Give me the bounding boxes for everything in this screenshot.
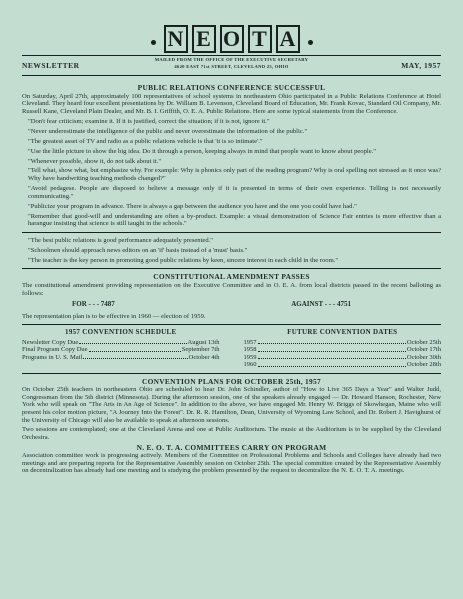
pr-quote: "Publicize your program in advance. There is always a gap between the audience you have and the one you could have had."	[28, 202, 357, 210]
bullet-dot-icon	[308, 40, 313, 45]
vote-tally	[72, 301, 441, 309]
schedule-columns	[22, 329, 441, 368]
future-row	[244, 354, 442, 361]
pr-intro: On Saturday, April 27th, approximately 100 representatives of school systems in northeastern Ohio participated in a Public Relations Conference at Hotel Cleveland. They heard four excellent presentations by Dr. William B. Levenson, Cleveland Board of Education, Mr. Frank Kovac, Standard Oil Company, Mr. Russell Kane, Cleveland Plain Dealer, and Mr. B. I. Griffith, O. E. A. Public Relations. Here are some typical statements from the Conference.	[22, 92, 441, 115]
schedule-row-label: Newsletter Copy Due	[22, 338, 79, 346]
mailing-line-2: 4620 EAST 71st STREET, CLEVELAND 25, OHIO	[174, 63, 289, 69]
schedule-row-value: September 7th	[181, 346, 220, 354]
masthead-title	[162, 22, 302, 52]
newsletter-body	[22, 84, 441, 477]
dotted-leader	[83, 354, 187, 359]
schedule-row-label: Final Program Copy Due	[22, 346, 88, 354]
vote-for-value: 7487	[100, 300, 115, 309]
future-row-value: October 17th	[406, 346, 441, 354]
vote-against: AGAINST - - - 4751	[291, 300, 351, 309]
future-row-label: 1957	[243, 338, 257, 346]
pr-quote: "Remember that good-will and understanding are often a by-product. Example: a visual demonstration of Science Fair entries is more effective than a harangue insisting that science is still taught in the schools."	[28, 212, 441, 228]
mailing-line-1: MAILED FROM THE OFFICE OF THE EXECUTIVE SECRETARY	[154, 57, 309, 62]
dotted-leader	[258, 346, 406, 351]
future-row-value: October 25th	[406, 338, 441, 346]
masthead-letter: T	[248, 25, 272, 53]
masthead-letter: E	[192, 25, 216, 53]
section-divider	[22, 232, 441, 233]
section-divider	[22, 373, 441, 374]
mailing-address	[0, 57, 463, 70]
pr-quote: "Don't fear criticism; examine it. If it is justified, correct the situation; if it is not, ignore it."	[28, 117, 270, 125]
pr-quote: "Use the little picture to show the big idea. Do it through a person, keeping always in mind that people want to know about people."	[28, 147, 377, 155]
bullet-dot-icon	[151, 40, 156, 45]
pr-quote: "Tell what, show what, but emphasize why. For example: Why is phonics only part of the reading program? Why is oral spelling not stressed as it once was? Why have handwriting teaching methods changed?"	[28, 167, 441, 183]
masthead-letter: O	[220, 25, 244, 53]
pr-quote: "The best public relations is good performance adequately presented."	[28, 236, 213, 244]
pr-quote: "Schoolmen should approach news editors on an 'if' basis instead of a 'must' basis."	[28, 246, 248, 254]
committees-text: Association committee work is progressing actively. Members of the Committee on Professional Problems and Schools and Colleges have already had two meetings and are preparing reports for the Representative Assembly session on October 25th. The special committee created by the Representative Assembly on decentralization has already had one meeting and is studying the problem presented by the request to decentralize the N. E. O. T. A. meetings.	[22, 452, 441, 475]
dotted-leader	[258, 339, 406, 344]
schedule-row	[22, 354, 220, 361]
pr-quote: "Never underestimate the intelligence of the public and never overestimate the information of the public."	[28, 127, 308, 135]
vote-for: FOR - - - 7487	[72, 300, 115, 309]
pr-quote: "The greatest asset of TV and radio as a public relations vehicle is that 'it is so intimate'."	[28, 137, 263, 145]
masthead	[0, 22, 463, 53]
section-heading-plans: CONVENTION PLANS FOR OCTOBER 25th, 1957	[141, 376, 322, 386]
header-rule	[22, 55, 441, 56]
masthead-letter: A	[276, 25, 300, 53]
header-rule-bottom	[22, 75, 441, 76]
future-row	[244, 346, 442, 353]
dotted-leader	[79, 339, 186, 344]
future-row-label: 1958	[243, 346, 257, 354]
schedule-heading: 1957 CONVENTION SCHEDULE	[65, 328, 177, 337]
schedule-row-value: August 13th	[187, 338, 220, 346]
future-heading: FUTURE CONVENTION DATES	[287, 328, 398, 337]
future-row-value: October 30th	[406, 353, 441, 361]
vote-against-value: 4751	[337, 300, 351, 309]
pr-quote: "The teacher is the key person in promoting good public relations by keen, sincere interest in each child in the room."	[28, 256, 339, 264]
section-heading-pr: PUBLIC RELATIONS CONFERENCE SUCCESSFUL	[137, 83, 326, 92]
section-heading-amendment: CONSTITUTIONAL AMENDMENT PASSES	[153, 272, 310, 282]
dotted-leader	[89, 346, 181, 351]
schedule-row	[22, 346, 220, 353]
pr-quote: "Avoid pedagese. People are disposed to believe a message only if it is presented in terms of their own experience. Telling is not necessarily communicating."	[28, 185, 441, 200]
plans-paragraph-2: Two sessions are contemplated; one at the Cleveland Arena and one at Public Auditorium. The music at the Auditorium is to be supplied by the Cleveland Orchestra.	[22, 426, 441, 441]
plans-paragraph-1: On October 25th teachers in northeastern Ohio are scheduled to hear Dr. John Schindler, author of "How to Live 365 Days a Year" and Walter Judd, Congressman from the 5th district (Minnesota). During the afternoon session, one of the speakers already engaged — Dr. Howard Hanson, Rochester, New York who will speak on "The Arts in An Age of Science". In addition to the above, we have engaged Mr. Henry W. Briggs of Skowhegan, Maine who will present his color motion picture, "A Journey Into the Forest". Dr. R. R. Hamilton, Dean, University of Wyoming Law School, and Dr. Robert J. Havighurst of the University of Chicago will also be available to speak at afternoon sessions.	[22, 386, 441, 424]
pr-quote: "Whenever possible, show it, do not talk about it."	[28, 157, 162, 165]
schedule-row	[22, 339, 220, 346]
future-row-label: 1960	[243, 361, 257, 369]
amendment-effective: The representation plan is to be effective in 1960 — election of 1959.	[22, 312, 206, 320]
amendment-text: The constitutional amendment providing representation on the Executive Committee and in O. E. A. from local districts passed in the recent balloting as follows:	[22, 281, 441, 297]
section-divider	[22, 324, 441, 325]
vote-for-label: FOR	[72, 300, 87, 309]
issue-date: MAY, 1957	[401, 61, 441, 70]
schedule-row-label: Programs in U. S. Mail	[22, 353, 83, 361]
dotted-leader	[258, 361, 406, 366]
newsletter-label: NEWSLETTER	[22, 61, 80, 70]
schedule-row-value: October 4th	[188, 353, 220, 361]
dotted-leader	[258, 354, 406, 359]
masthead-letter: N	[164, 25, 188, 53]
future-row	[244, 361, 442, 368]
future-row-value: October 28th	[406, 361, 441, 369]
future-convention-dates	[244, 329, 442, 368]
vote-against-label: AGAINST	[291, 300, 323, 309]
section-divider	[22, 268, 441, 269]
convention-schedule	[22, 329, 220, 368]
future-row-label: 1959	[243, 353, 257, 361]
section-heading-committees: N. E. O. T. A. COMMITTEES CARRY ON PROGRAM	[136, 442, 327, 452]
future-row	[244, 339, 442, 346]
